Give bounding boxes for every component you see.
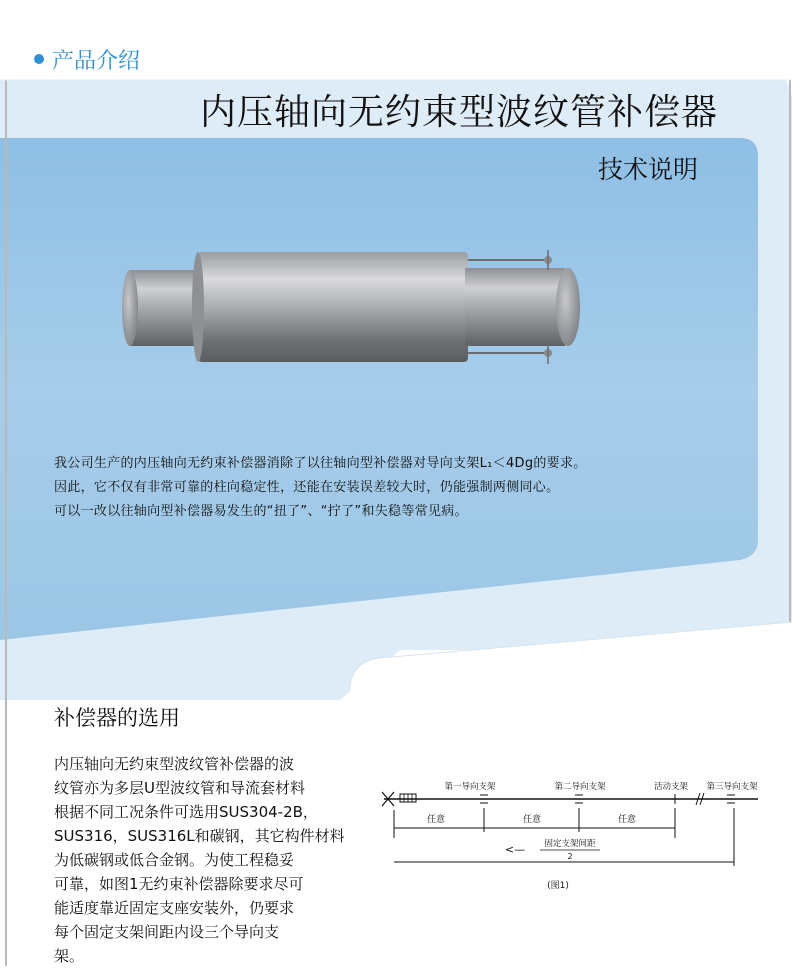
description-line: 我公司生产的内压轴向无约束补偿器消除了以往轴向型补偿器对导向支架L₁＜4Dg的要求。	[54, 456, 587, 471]
selection-line: 架。	[54, 947, 85, 965]
section-label	[34, 44, 140, 74]
description-line: 可以一改以往轴向型补偿器易发生的“扭了”、“拧了”和失稳等常见病。	[54, 504, 468, 519]
description-line: 因此，它不仅有非常可靠的柱向稳定性，还能在安装误差较大时，仍能强制两侧同心。	[54, 480, 560, 495]
selection-line: 为低碳钢或低合金钢。为使工程稳妥	[54, 851, 295, 869]
diagram-any-2: 任意	[522, 815, 542, 825]
page-title: 内压轴向无约束型波纹管补偿器	[199, 92, 718, 133]
diagram-fraction-bottom: 2	[567, 852, 573, 861]
page-subtitle: 技术说明	[597, 155, 698, 184]
section-label-text: 产品介绍	[52, 48, 141, 74]
technical-description	[54, 452, 694, 524]
selection-heading: 补偿器的选用	[54, 706, 180, 730]
selection-line: 内压轴向无约束型波纹管补偿器的波	[54, 755, 295, 773]
selection-line: 纹管亦为多层U型波纹管和导流套材料	[54, 779, 305, 797]
diagram-label-guide3: 第三导向支架	[706, 782, 758, 792]
bullet-icon	[34, 54, 44, 64]
diagram-label-sliding: 活动支架	[653, 782, 689, 792]
selection-line: 可靠，如图1无约束补偿器除要求尽可	[54, 875, 304, 893]
selection-line: 根据不同工况条件可选用SUS304-2B，	[54, 803, 318, 821]
selection-text	[54, 752, 346, 968]
diagram-label-guide2: 第二导向支架	[554, 782, 606, 792]
selection-line: 每个固定支架间距内设三个导向支	[54, 923, 280, 941]
selection-line: SUS316，SUS316L和碳钢，其它构件材料	[54, 827, 345, 845]
product-image	[120, 240, 590, 370]
diagram-label-guide1: 第一导向支架	[444, 782, 496, 792]
diagram-any-3: 任意	[617, 815, 637, 825]
diagram-fraction-top: 固定支架间距	[544, 839, 596, 849]
support-diagram	[370, 770, 770, 900]
diagram-arrow: <—	[504, 843, 526, 856]
diagram-caption: (图1)	[547, 881, 569, 891]
diagram-any-1: 任意	[426, 815, 446, 825]
selection-line: 能适度靠近固定支座安装外，仍要求	[54, 899, 295, 917]
